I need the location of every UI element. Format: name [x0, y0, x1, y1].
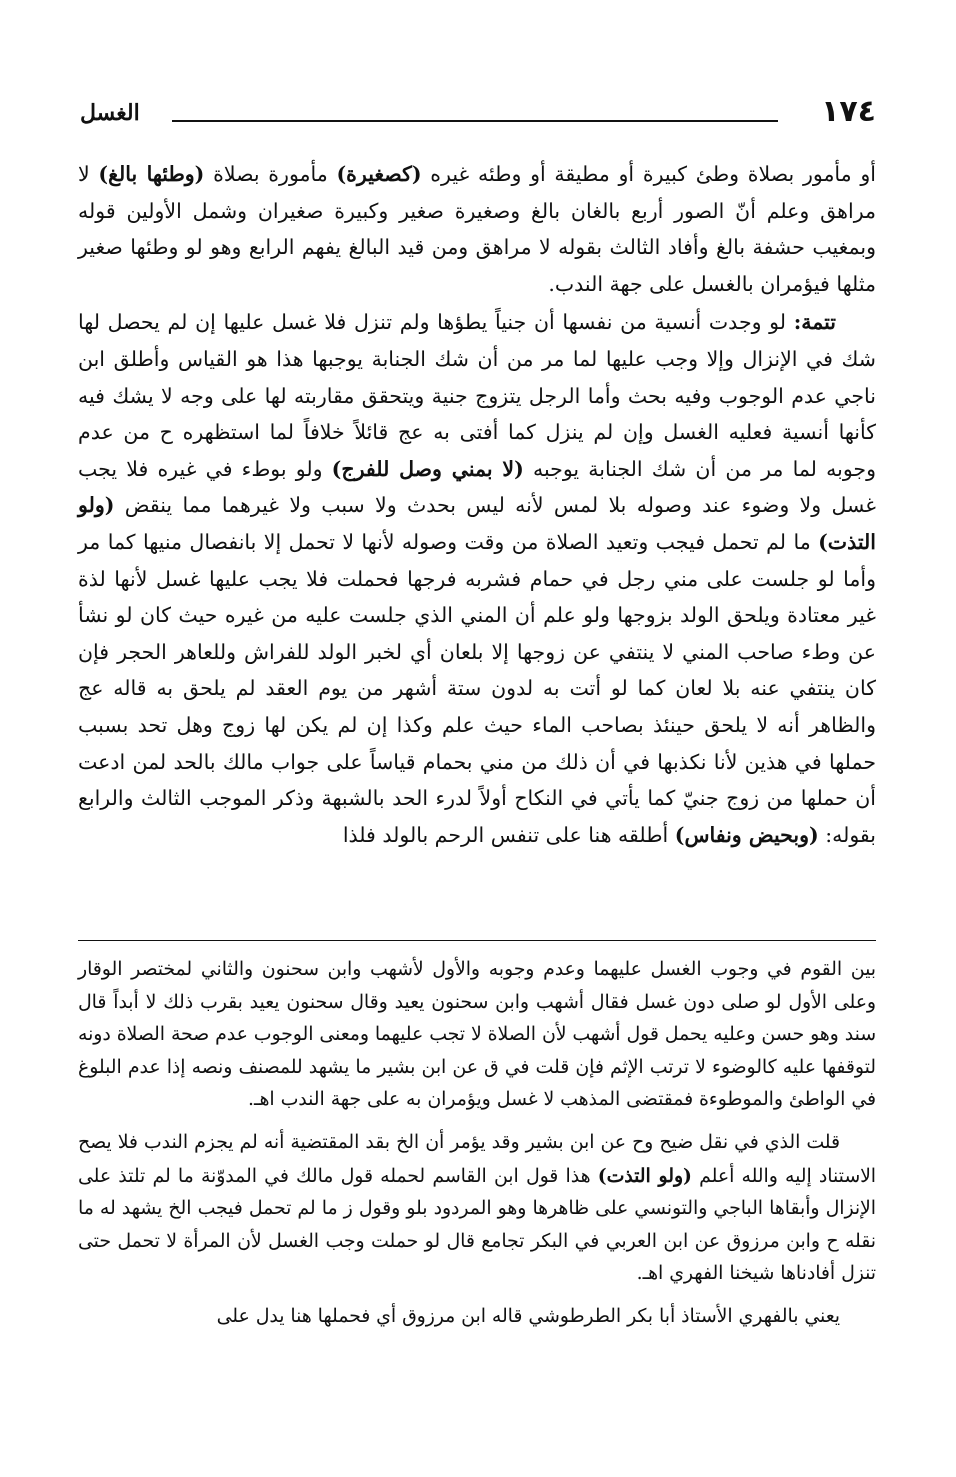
footnote-paragraph-3: يعني بالفهري الأستاذ أبا بكر الطرطوشي قاله ابن مرزوق أي فحملها هنا يدل على — [216, 1305, 840, 1327]
main-text — [78, 156, 876, 853]
text-run: ولو بوطء في غيره فلا يجب غسل ولا وضوء عند وصوله بلا لمس لأنه ليس بحدث ولا سبب ولا غيرهما مما ينقض — [78, 456, 876, 518]
text-run: لا مراهق وعلم أنّ الصور أربع بالغان بالغ وصغيرة صغير وكبيرة صغيران وشمل الأولين قوله وبمغيب حشفة بالغ وأفاد الثالث بقوله لا مراهق ومن قيد البالغ يفهم الرابع وهو لو وطئها صغير مثلها فيؤمران بالغسل على جهة الندب. — [78, 162, 876, 296]
matn-quote: (ولو التذت) — [597, 1164, 692, 1187]
matn-quote: (وبحيض ونفاس) — [674, 822, 819, 847]
text-run: ما لم تحمل فيجب وتعيد الصلاة من وقت وصوله لأنها لا تحمل إلا بانفصال منيها كما مر وأما لو جلست على مني رجل في حمام فشربه فرجها فحملت فلا يجب عليها غسل لأنها لذة غير معتادة ويلحق الولد بزوجها ولو علم أن المني الذي جلست عليه من غيره حيث كان لو نشأ عن وطء صاحب المني لا ينتفي عن زوجها إلا بلعان أي لخبر الولد للفراش وللعاهر الحجر فإن كان ينتفي عنه بلا لعان كما لو أتت به لدون ستة أشهر من يوم العقد لم يلحق به قاله عج والظاهر أنه لا يلحق حينئذ بصاحب الماء حيث علم وكذا إن لم يكن لها زوج وهل تحد بسبب حملها في هذين لأنا نكذبها في أن ذلك من مني بحمام قياساً على جواب مالك بالحد لمن ادعت أن حملها من زوج جنيّ كما يأتي في النكاح أولاً لدرء الحد بالشبهة وذكر الموجب الثالث والرابع بقوله: — [78, 529, 876, 847]
text-run: لو وجدت أنسية من نفسها أن جنياً يطؤها ولم تنزل فلا غسل عليها إن لم يحصل لها شك في الإنزال وإلا وجب عليها لما مر من أن شك الجنابة يوجبها هذا هو القياس وأطلق ابن ناجي عدم الوجوب وفيه بحث وأما الرجل يتزوج جنية ويتحقق مقاربته لها على وجه لا يشك فيه كأنها أنسية فعليه الغسل وإن لم ينزل كما أفتى به عج قائلاً خلافاً لما استظهره ح من عدم وجوبه لما مر من أن شك الجنابة يوجبه — [78, 310, 876, 481]
matn-quote: (كصغيرة) — [336, 162, 422, 186]
footnotes — [78, 954, 876, 1334]
text-run: أو مأمور بصلاة وطئ كبيرة أو مطيقة أو وطئه غيره — [421, 162, 876, 186]
page-header — [80, 92, 876, 138]
text-run: قلت الذي في نقل ضيح وح عن ابن بشير وقد يؤمر أن الخ بقد المقتضية أنه لم يجزم الندب فلا يصح الاستناد إليه والله أعلم — [78, 1131, 877, 1187]
main-paragraph-1 — [78, 156, 876, 302]
matn-quote: (وطئها بالغ) — [98, 162, 205, 186]
page-number: ١٧٤ — [821, 94, 876, 129]
chapter-title: الغسل — [80, 100, 140, 126]
matn-quote: (ولو التذت) — [78, 493, 876, 554]
matn-quote: (لا بمني وصل للفرج) — [331, 456, 524, 481]
text-run: مأمورة بصلاة — [204, 162, 337, 186]
footnote-separator — [78, 940, 876, 941]
main-paragraph-2 — [78, 304, 876, 853]
footnote-paragraph-1: بين القوم في وجوب الغسل عليهما وعدم وجوبه والأول لأشهب وابن سحنون والثاني لمختصر الوقار وعلى الأول لو صلى دون غسل فقال أشهب وابن سحنون يعيد وقال سحنون يعيد بقرب ذلك لا أبداً قال سند وهو حسن وعليه يحمل قول أشهب لأن الصلاة لا تجب عليهما ومعنى الوجوب عدم صحة الصلاة دونه لتوقفها عليه كالوضوء لا ترتب الإثم فإن قلت في ق عن ابن بشير ما يشهد للمصنف ونصه إذا عدم البلوغ في الواطئ والموطوءة فمقتضى المذهب لا غسل ويؤمران به على جهة الندب اهـ. — [78, 959, 876, 1111]
section-label: تتمة: — [793, 310, 836, 335]
text-run: أطلقه هنا على تنفس الرحم بالولد فلذا — [342, 822, 675, 847]
text-run: هذا قول ابن القاسم لحمله قول مالك في المدوّنة ما لم تلتذ على الإنزال وأبقاها الباجي والتونسي على ظاهرها وهو المردود بلو وقول ز ما لم تحمل فيجب الخ يشهد له ما نقله ح وابن مرزوق عن ابن العربي في البكر تجامع قال لو حملت وجب الغسل لأن المرأة لا تحمل حتى تنزل أفادناها شيخنا الفهري اهـ. — [78, 1165, 876, 1285]
header-rule — [172, 120, 778, 122]
footnote-paragraph-2 — [78, 1127, 876, 1291]
